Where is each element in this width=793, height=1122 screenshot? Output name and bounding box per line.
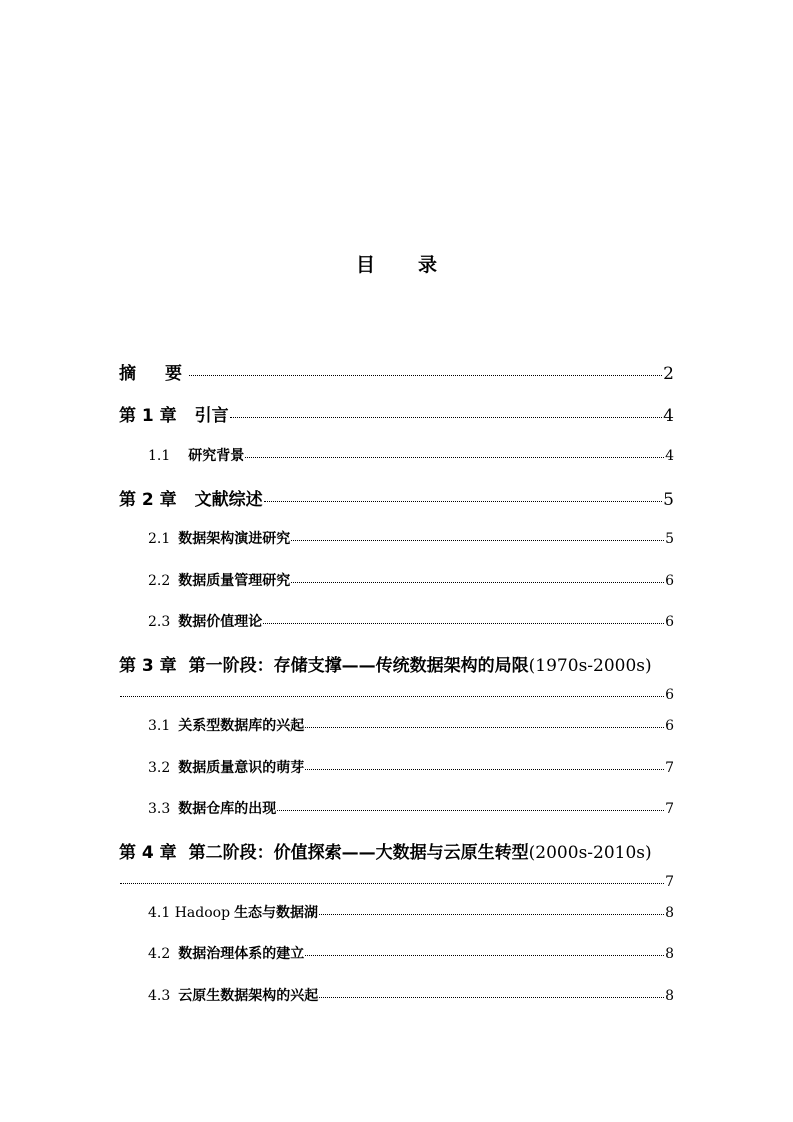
dot-leader: [230, 404, 663, 421]
toc-page-number: 7: [665, 801, 674, 817]
toc-entry-chapter-2[interactable]: [119, 485, 674, 510]
toc-entry-section-3-2[interactable]: [148, 757, 674, 777]
toc-entry-section-3-1[interactable]: [148, 715, 674, 735]
toc-entry-section-2-3[interactable]: [148, 611, 674, 631]
toc-entry-label: 数据架构演进研究: [178, 531, 291, 547]
toc-page-number: 6: [665, 687, 674, 703]
toc-page-number: 6: [665, 718, 674, 734]
toc-page-number: 6: [665, 573, 674, 589]
dot-leader: [263, 612, 664, 626]
dot-leader: [291, 571, 664, 585]
toc-entry-label: 摘 要: [119, 364, 188, 384]
toc-entry-number: 2.3: [148, 614, 171, 630]
dot-leader: [189, 362, 662, 379]
toc-entry-chapter-1[interactable]: [119, 401, 674, 426]
toc-entry-chapter-3[interactable]: [119, 651, 674, 676]
toc-entry-suffix: (2000s-2010s): [528, 843, 652, 863]
toc-page-number: 4: [663, 406, 674, 426]
toc-page-number: 6: [665, 614, 674, 630]
toc-entry-label: 数据质量意识的萌芽: [178, 760, 305, 776]
dot-leader: [264, 488, 663, 505]
toc-entry-abstract[interactable]: [119, 359, 674, 384]
toc-entry-section-4-1[interactable]: [148, 902, 674, 922]
toc-entry-label: 数据质量管理研究: [178, 573, 291, 589]
toc-page-number: 8: [665, 905, 674, 921]
toc-entry-number: 4.1 Hadoop: [148, 905, 231, 921]
toc-entry-label: 生态与数据湖: [234, 905, 319, 921]
toc-entry-chapter-4-continuation[interactable]: [119, 872, 674, 890]
toc-entry-suffix: (1970s-2000s): [528, 656, 652, 676]
toc-entry-number: 3.1: [148, 718, 171, 734]
toc-entry-number: 3.2: [148, 760, 171, 776]
toc-page-number: 7: [665, 760, 674, 776]
toc-entry-number: 2.2: [148, 573, 171, 589]
toc-page-number: 8: [665, 946, 674, 962]
toc-entry-section-2-1[interactable]: [148, 528, 674, 548]
toc-title: 目 录: [355, 254, 449, 276]
toc-entry-section-4-2[interactable]: [148, 943, 674, 963]
toc-page-number: 7: [665, 874, 674, 890]
toc-page-number: 5: [665, 531, 674, 547]
toc-entry-label: 文献综述: [194, 490, 263, 510]
dot-leader: [291, 529, 664, 543]
toc-page-number: 4: [665, 448, 674, 464]
toc-entry-label: 数据治理体系的建立: [178, 946, 305, 962]
dot-leader: [305, 716, 664, 730]
toc-entry-label: 引言: [194, 406, 229, 426]
toc-entry-number: 第 3 章: [119, 656, 177, 676]
dot-leader: [319, 986, 664, 1000]
toc-entry-number: 4.2: [148, 946, 171, 962]
toc-entry-number: 3.3: [148, 801, 171, 817]
toc-entry-label: 数据价值理论: [178, 614, 263, 630]
toc-entry-number: 1.1: [148, 448, 171, 464]
toc-entry-number: 第 2 章: [119, 490, 177, 510]
dot-leader: [277, 799, 664, 813]
dot-leader: [305, 944, 664, 958]
dot-leader: [245, 446, 664, 460]
dot-leader: [120, 872, 664, 886]
toc-entry-label: 关系型数据库的兴起: [178, 718, 305, 734]
toc-entry-section-1-1[interactable]: [148, 445, 674, 465]
dot-leader: [120, 685, 664, 699]
toc-entry-section-4-3[interactable]: [148, 985, 674, 1005]
toc-entry-section-2-2[interactable]: [148, 570, 674, 590]
toc-entry-chapter-4[interactable]: [119, 838, 674, 863]
toc-entry-chapter-3-continuation[interactable]: [119, 685, 674, 703]
toc-entry-section-3-3[interactable]: [148, 798, 674, 818]
toc-entry-label: 云原生数据架构的兴起: [178, 988, 319, 1004]
toc-entry-number: 第 4 章: [119, 843, 177, 863]
toc-entry-number: 2.1: [148, 531, 171, 547]
dot-leader: [305, 758, 664, 772]
toc-page-number: 5: [663, 490, 674, 510]
toc-entry-label: 第一阶段：存储支撑——传统数据架构的局限: [188, 656, 529, 676]
dot-leader: [319, 903, 664, 917]
toc-page-number: 8: [665, 988, 674, 1004]
toc-entry-label: 研究背景: [188, 448, 245, 464]
toc-entry-label: 数据仓库的出现: [178, 801, 277, 817]
toc-page-number: 2: [663, 364, 674, 384]
toc-entry-label: 第二阶段：价值探索——大数据与云原生转型: [188, 843, 529, 863]
toc-entry-number: 第 1 章: [119, 406, 177, 426]
toc-entry-number: 4.3: [148, 988, 171, 1004]
